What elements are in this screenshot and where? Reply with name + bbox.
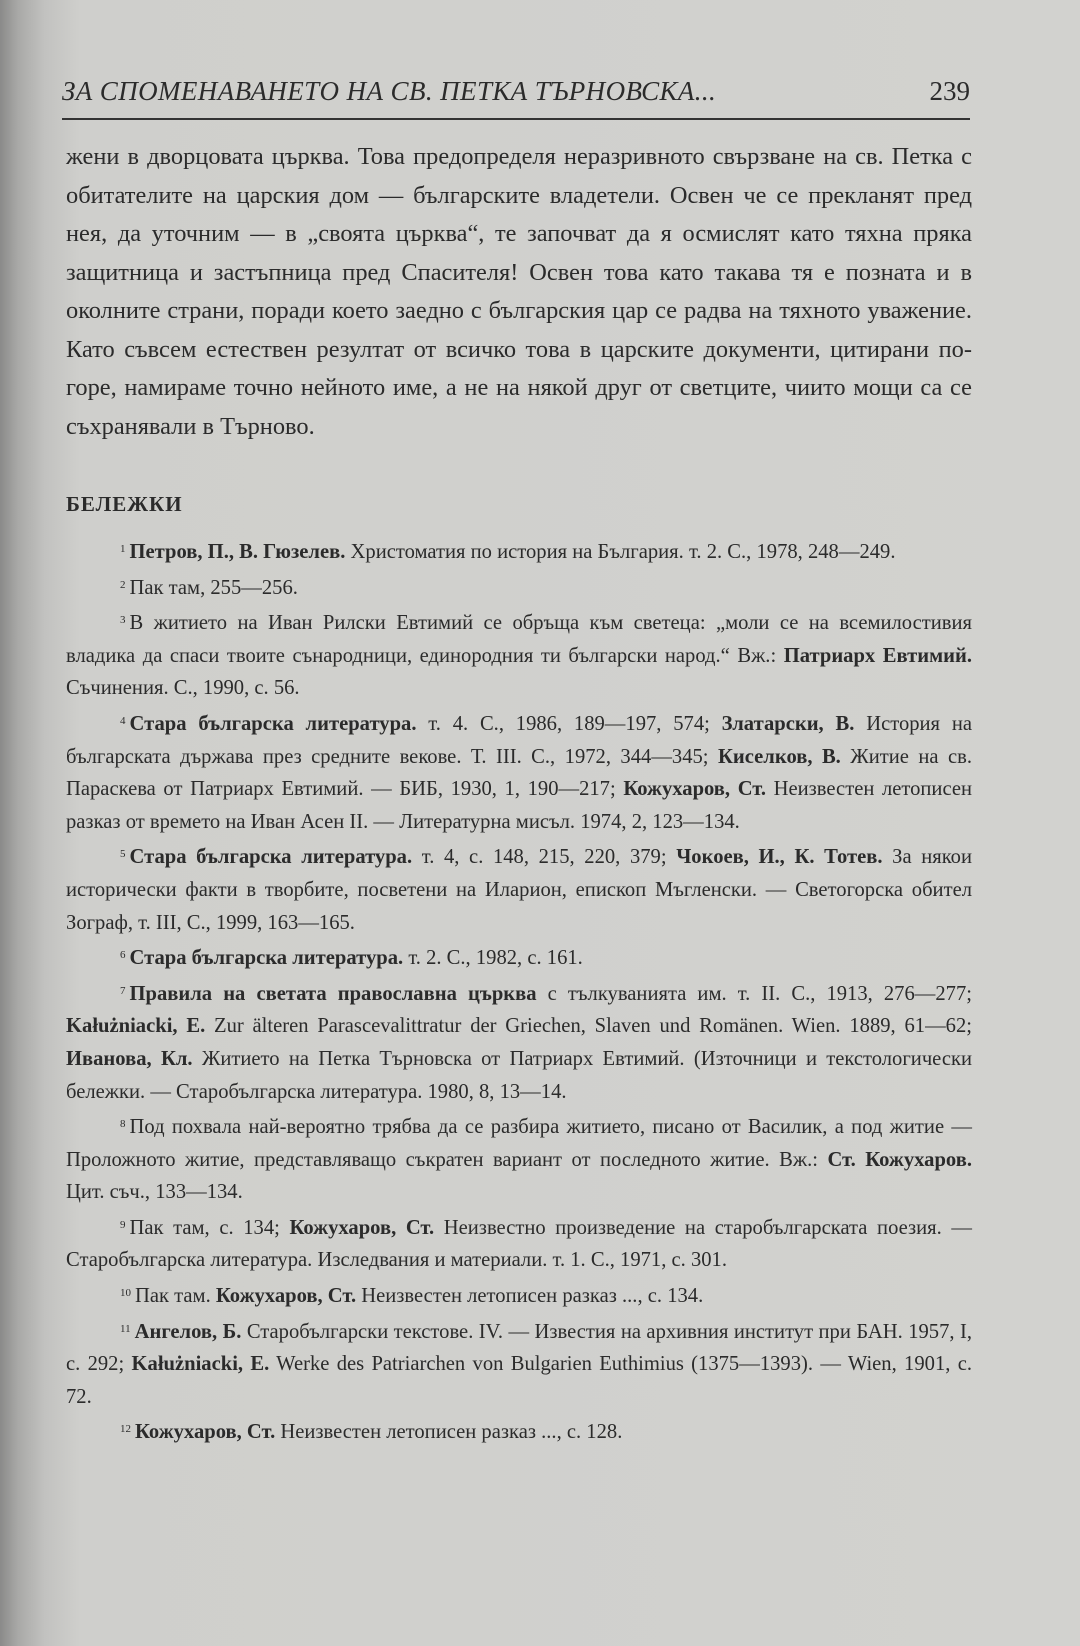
note-3: $^3$ В житието на Иван Рилски Евтимий се обръща към светеца: „моли се на всемилостивия владика да спаси твоите сънародници, единородния ти български народ.“ Вж.: Патриарх Евтимий. Съчинения. С., 1990, с. 56.	[66, 612, 972, 700]
note-4: $^4$ Стара българска литература. т. 4. С., 1986, 189—197, 574; Златарски, В. История на българската държава през средните векове. Т. III. С., 1972, 344—345; Киселков, В. Житие на св. Параскева от Патриарх Евтимий. — БИБ, 1930, 1, 190—217; Кожухаров, Ст. Неизвестен летописен разказ от времето на Иван Асен II. — Литературна мисъл. 1974, 2, 123—134.	[66, 712, 973, 833]
note-5: $^5$ Стара българска литература. т. 4, с. 148, 215, 220, 379; Чокоев, И., К. Тотев. За някои исторически факти в творбите, посветени на Иларион, епископ Мъгленски. — Светогорска обител Зограф, т. III, С., 1999, 163—165.	[66, 846, 973, 934]
note-9: $^9$ Пак там, с. 134; Кожухаров, Ст. Неизвестно произведение на старобългарската поезия. — Старобългарска литература. Изследвания и материали. т. 1. С., 1971, с. 301.	[66, 1216, 973, 1272]
note-1: $^1$ Петров, П., В. Гюзелев. Христоматия по история на България. т. 2. С., 1978, 248—249.	[120, 541, 896, 563]
body-paragraph: жени в дворцовата църква. Това предопределя неразривното свързване на св. Петка с обитателите на царския дом — българските владетели. Освен че се прекланят пред нея, да уточним — в „своята църква“, те започват да я осмислят като тяхна пряка защитница и застъпница пред Спасителя! Освен това като такава тя е позната и в околните страни, поради което заедно с българския цар се радва на тяхното уважение. Като съвсем естествен резултат от всичко това в царските документи, цитирани по-горе, намираме точно нейното име, а не на някой друг от светците, чиито мощи са се съхранявали в Търново.	[66, 143, 972, 440]
running-header	[62, 74, 970, 120]
note-12: $^{12}$ Кожухаров, Ст. Неизвестен летописен разказ ..., с. 128.	[120, 1421, 623, 1444]
notes-list	[66, 533, 972, 1449]
notes-heading: БЕЛЕЖКИ	[66, 492, 183, 516]
page-number: 239	[929, 76, 970, 106]
running-title: ЗА СПОМЕНАВАНЕТО НА СВ. ПЕТКА ТЪРНОВСКА...	[62, 76, 717, 106]
note-10: $^{10}$ Пак там. Кожухаров, Ст. Неизвестен летописен разказ ..., с. 134.	[120, 1285, 704, 1308]
note-8: $^8$ Под похвала най-вероятно трябва да се разбира житието, писано от Василик, а под житие — Проложното житие, представляващо съкратен вариант от последното житие. Вж.: Ст. Кожухаров. Цит. съч., 133—134.	[66, 1116, 972, 1204]
main-text	[66, 138, 972, 446]
note-11: $^{11}$ Ангелов, Б. Старобългарски текстове. IV. — Известия на архивния институт при БАН. 1957, I, с. 292; Kałużniacki, E. Werke des Patriarchen von Bulgarien Euthimius (1375—1393). — Wien, 1901, с. 72.	[66, 1320, 972, 1408]
note-6: $^6$ Стара българска литература. т. 2. С., 1982, с. 161.	[120, 947, 583, 970]
note-2: $^2$ Пак там, 255—256.	[120, 576, 298, 599]
note-7: $^7$ Правила на светата православна църква с тълкуванията им. т. II. С., 1913, 276—277; Kałużniacki, E. Zur älteren Parascevalittratur der Griechen, Slaven und Romänen. Wien. 1889, 61—62; Иванова, Кл. Житието на Петка Търновска от Патриарх Евтимий. (Източници и текстологически бележки. — Старобългарска литература. 1980, 8, 13—14.	[66, 982, 973, 1103]
